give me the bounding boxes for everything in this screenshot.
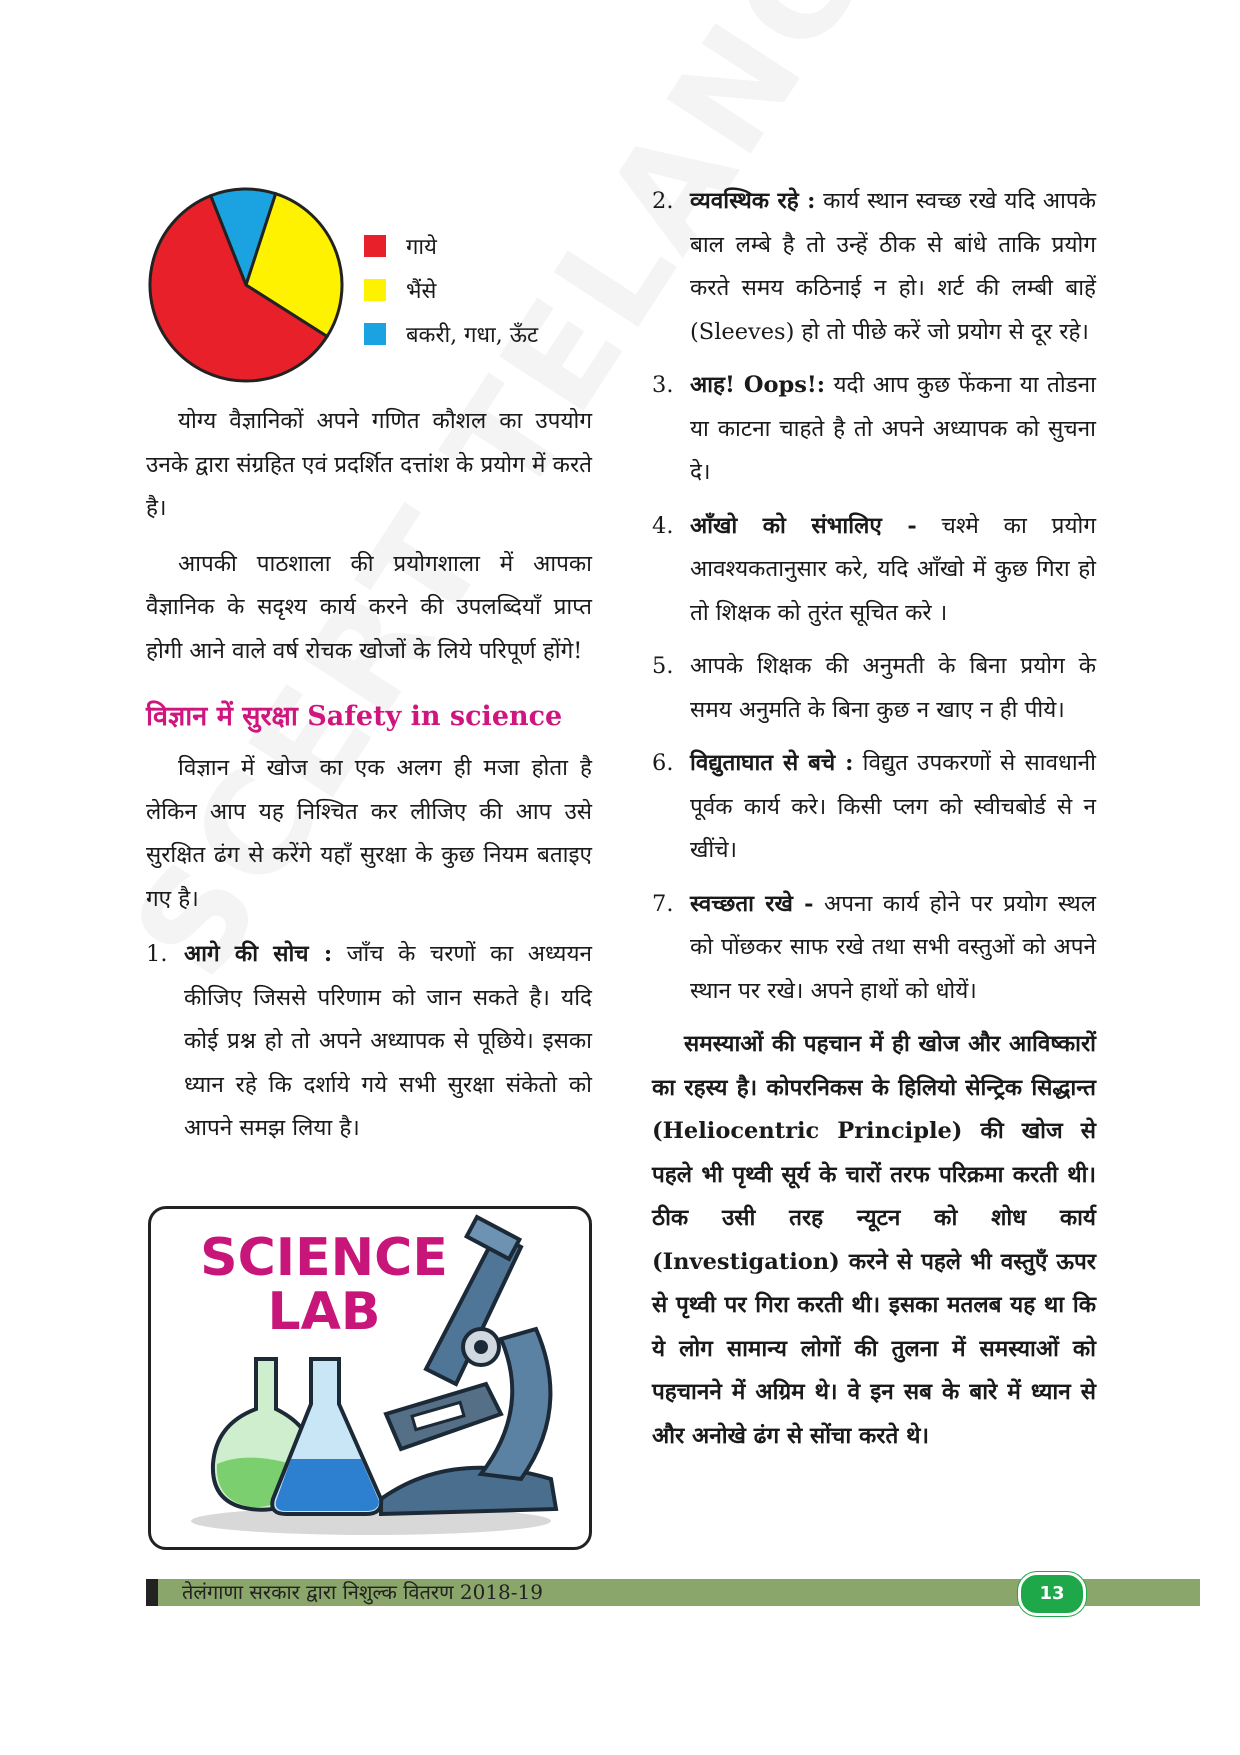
science-lab-illustration [148, 1206, 592, 1550]
pie-chart [146, 185, 346, 385]
lab-title-line2: LAB [267, 1282, 381, 1342]
item-number: 2. [652, 188, 674, 214]
item-text [184, 933, 592, 1151]
legend-item-cows [364, 224, 538, 268]
paragraph: योग्य वैज्ञानिकों अपने गणित कौशल का उपयोग उनके द्वारा संग्रहित एवं प्रदर्शित दत्तांश के प्रयोग में करते है। [146, 408, 592, 521]
item-text [690, 505, 1096, 636]
list-item [652, 645, 1096, 732]
microscope-flasks-icon [151, 1209, 589, 1547]
item-body: जाँच के चरणों का अध्ययन कीजिए जिससे परिणाम को जान सकते है। यदि कोई प्रश्न हो तो अपने अध्यापक से पूछिये। इसका ध्यान रहे कि दर्शाये गये सभी सुरक्षा संकेतो को आपने समझ लिया है। [184, 941, 593, 1141]
left-column [146, 400, 592, 1161]
legend-item-buffaloes [364, 268, 538, 312]
paragraph: आपकी पाठशाला की प्रयोगशाला में आपका वैज्ञानिक के सदृश्य कार्य करने की उपलब्दियाँ प्राप्त होगी आने वाले वर्ष रोचक खोजों के लिये परिपूर्ण होंगे! [146, 550, 592, 664]
legend-swatch [364, 279, 386, 301]
item-body: यदी आप कुछ फेंकना या तोडना या काटना चाहते है तो अपने अध्यापक को सुचना दे। [690, 372, 1096, 485]
legend-item-others [364, 312, 538, 356]
item-text [690, 364, 1096, 495]
page-number: 13 [1018, 1572, 1086, 1616]
legend-label: बकरी, गधा, ऊँट [406, 323, 539, 348]
item-text [690, 180, 1096, 354]
item-number: 7. [652, 890, 674, 917]
section-heading: विज्ञान में सुरक्षा Safety in science [146, 701, 563, 732]
lab-title-line1: SCIENCE [200, 1228, 448, 1288]
legend-label: भैंसे [406, 279, 437, 304]
item-body: कार्य स्थान स्वच्छ रखे यदि आपके बाल लम्बे है तो उन्हें ठीक से बांधे ताकि प्रयोग करते समय कठिनाई न हो। शर्ट की लम्बी बाहें (Sleeves) हो तो पीछे करें जो प्रयोग से दूर रहे। [690, 188, 1096, 345]
list-item [652, 883, 1096, 1014]
item-body: आपके शिक्षक की अनुमती के बिना प्रयोग के समय अनुमति के बिना कुछ न खाए न ही पीये। [690, 653, 1096, 723]
item-title: विद्युताघात से बचे : [690, 750, 854, 776]
legend-swatch [364, 235, 386, 257]
item-number: 5. [652, 653, 674, 679]
item-body: चश्मे का प्रयोग आवश्यकतानुसार करे, यदि आँखो में कुछ गिरा हो तो शिक्षक को तुरंत सूचित करे । [690, 512, 1096, 626]
item-title: आँखो को संभालिए - [690, 512, 917, 539]
right-column [652, 180, 1096, 1458]
footer-accent [146, 1579, 158, 1606]
item-body: विद्युत उपकरणों से सावधानी पूर्वक कार्य करे। किसी प्लग को स्वीचबोर्ड से न खींचे। [690, 750, 1096, 863]
legend-swatch [364, 323, 386, 345]
item-text [690, 883, 1096, 1014]
list-item [652, 364, 1096, 495]
item-title: व्यवस्थिक रहे : [690, 188, 816, 214]
item-number: 6. [652, 750, 674, 776]
pie-legend [364, 224, 538, 356]
item-number: 3. [652, 372, 674, 398]
list-item [652, 180, 1096, 354]
item-body: अपना कार्य होने पर प्रयोग स्थल को पोंछकर साफ रखे तथा सभी वस्तुओं को अपने स्थान पर रखे। अपने हाथों को धोयें। [690, 890, 1096, 1004]
item-text [690, 645, 1096, 732]
item-text [690, 742, 1096, 873]
closing-paragraph: समस्याओं की पहचान में ही खोज और आविष्कारों का रहस्य है। कोपरनिकस के हिलियो सेन्ट्रिक सिद्धान्त (Heliocentric Principle) की खोज से पहले भी पृथ्वी सूर्य के चारों तरफ परिक्रमा करती थी। ठीक उसी तरह न्यूटन को शोध कार्य (Investigation) करने से पहले भी वस्तुएँ ऊपर से पृथ्वी पर गिरा करती थी। इसका मतलब यह था कि ये लोग सामान्य लोगों की तुलना में समस्याओं को पहचानने में अग्रिम थे। वे इन सब के बारे में ध्यान से और अनोखे ढंग से सोंचा करते थे। [652, 1031, 1096, 1449]
footer-text: तेलंगाणा सरकार द्वारा निशुल्क वितरण 2018-19 [182, 1580, 543, 1604]
legend-label: गाये [406, 235, 437, 260]
paragraph: विज्ञान में खोज का एक अलग ही मजा होता है लेकिन आप यह निश्चित कर लीजिए की आप उसे सुरक्षित ढंग से करेंगे यहाँ सुरक्षा के कुछ नियम बताइए गए है। [146, 755, 592, 912]
item-title: आह! Oops!: [690, 372, 826, 398]
item-number: 1. [146, 941, 168, 967]
item-title: आगे की सोच : [184, 941, 333, 967]
list-item [146, 933, 592, 1151]
list-item [652, 505, 1096, 636]
list-item [652, 742, 1096, 873]
item-number: 4. [652, 512, 674, 539]
item-title: स्वच्छता रखे - [690, 890, 814, 917]
